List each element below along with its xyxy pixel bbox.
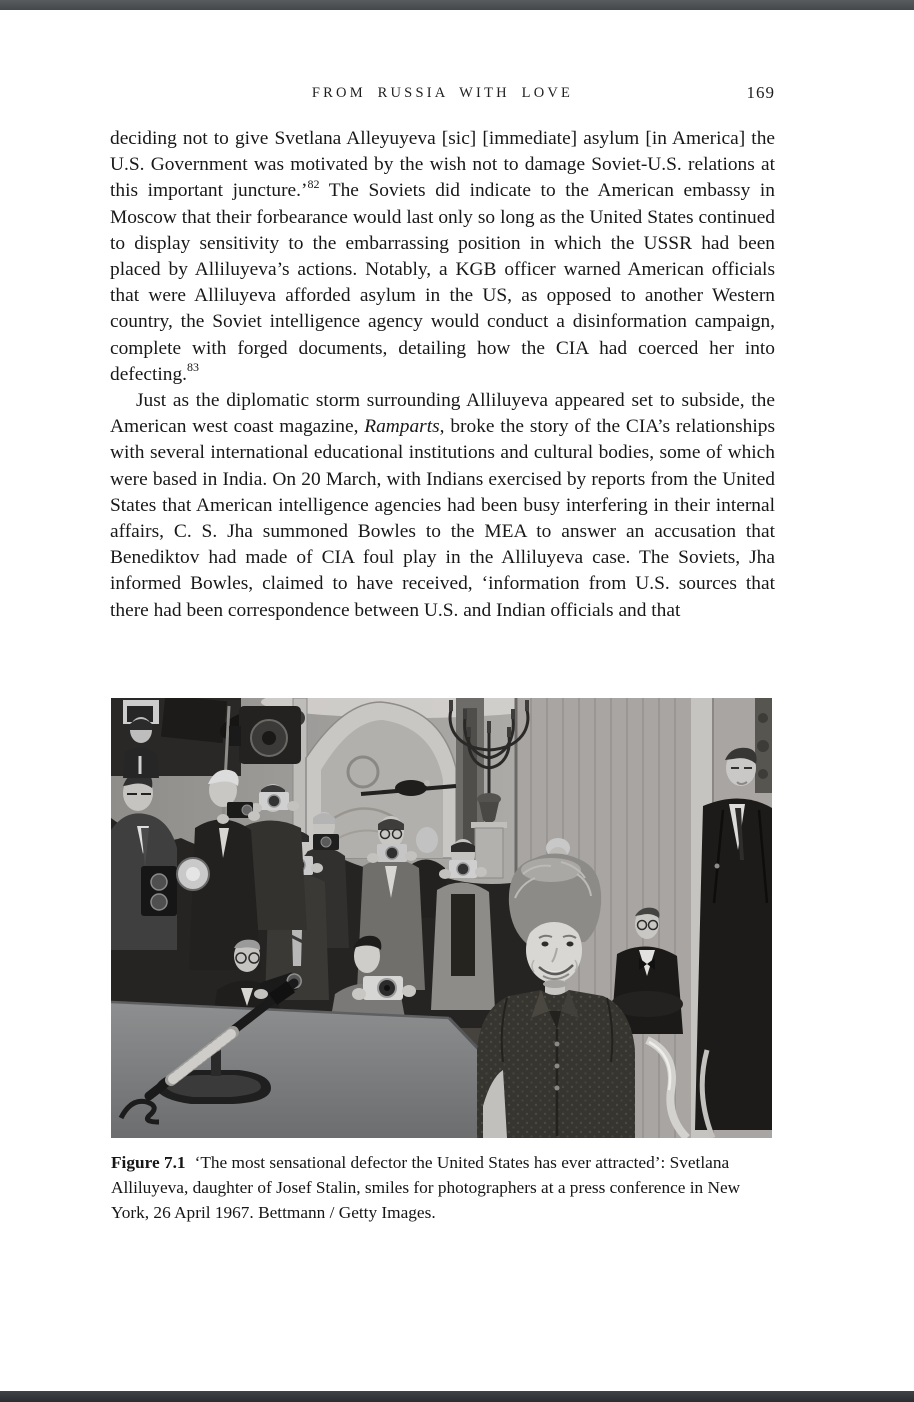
paragraph-2-text-b: , broke the story of the CIA’s relationships with several international educational institutions and cultural bodies, some of which were based in India. On 20 March, with Indians exercised by reports from the United States that American intelligence agencies had been busy interfering in their internal affairs, C. S. Jha summoned Bowles to the MEA to answer an accusation that Benediktov had made of CIA foul play in the Alliluyeva case. The Soviets, Jha informed Bowles, claimed to have received, ‘information from U.S. sources that there had been correspondence between U.S. and Indian officials and that xyxy=(110,416,775,621)
paragraph-1-text-b: The Soviets did indicate to the American embassy in Moscow that their forbearance would last only so long as the United States continued to display sensitivity to the embarrassing position in which the USSR had been placed by Alliluyeva’s actions. Notably, a KGB officer warned American officials that were Alliluyeva afforded asylum in the US, as opposed to another Western country, the Soviet intelligence agency would conduct a disinformation campaign, complete with forged documents, detailing how the CIA had coerced her into defecting. xyxy=(110,180,775,385)
figure-caption xyxy=(111,1150,767,1225)
running-title: FROM RUSSIA WITH LOVE xyxy=(311,85,574,101)
standing-man xyxy=(695,748,772,1130)
page-header xyxy=(110,85,775,109)
press-conference-photo xyxy=(111,698,772,1138)
page-number: 169 xyxy=(746,83,775,102)
footnote-ref-82: 82 xyxy=(307,176,320,191)
footnote-ref-83: 83 xyxy=(187,360,199,375)
caption-text: ‘The most sensational defector the United States has ever attracted’: Svetlana Alliluyeva, daughter of Josef Stalin, smiles for photographers at a press conference in New York, 26 April 1967. Bettmann / Getty Images. xyxy=(111,1153,741,1222)
magazine-title-italic: Ramparts xyxy=(364,416,440,438)
body-text xyxy=(110,126,775,624)
paragraph-1 xyxy=(110,126,775,388)
paragraph-1-text-a: deciding not to give Svetlana Alleyuyeva [sic] [immediate] asylum [in America] the U.S. Government was motivated by the wish not to damage Soviet-U.S. relations at this important juncture.’ xyxy=(110,128,775,202)
caption-label: Figure 7.1 xyxy=(111,1153,186,1172)
bottom-scan-bar xyxy=(0,1391,914,1402)
carved-frame-right xyxy=(755,698,772,793)
paragraph-2-text-a: Just as the diplomatic storm surrounding Alliluyeva appeared set to subside, the American west coast magazine, xyxy=(110,390,775,438)
top-scan-bar xyxy=(0,0,914,10)
paragraph-2 xyxy=(110,388,775,624)
